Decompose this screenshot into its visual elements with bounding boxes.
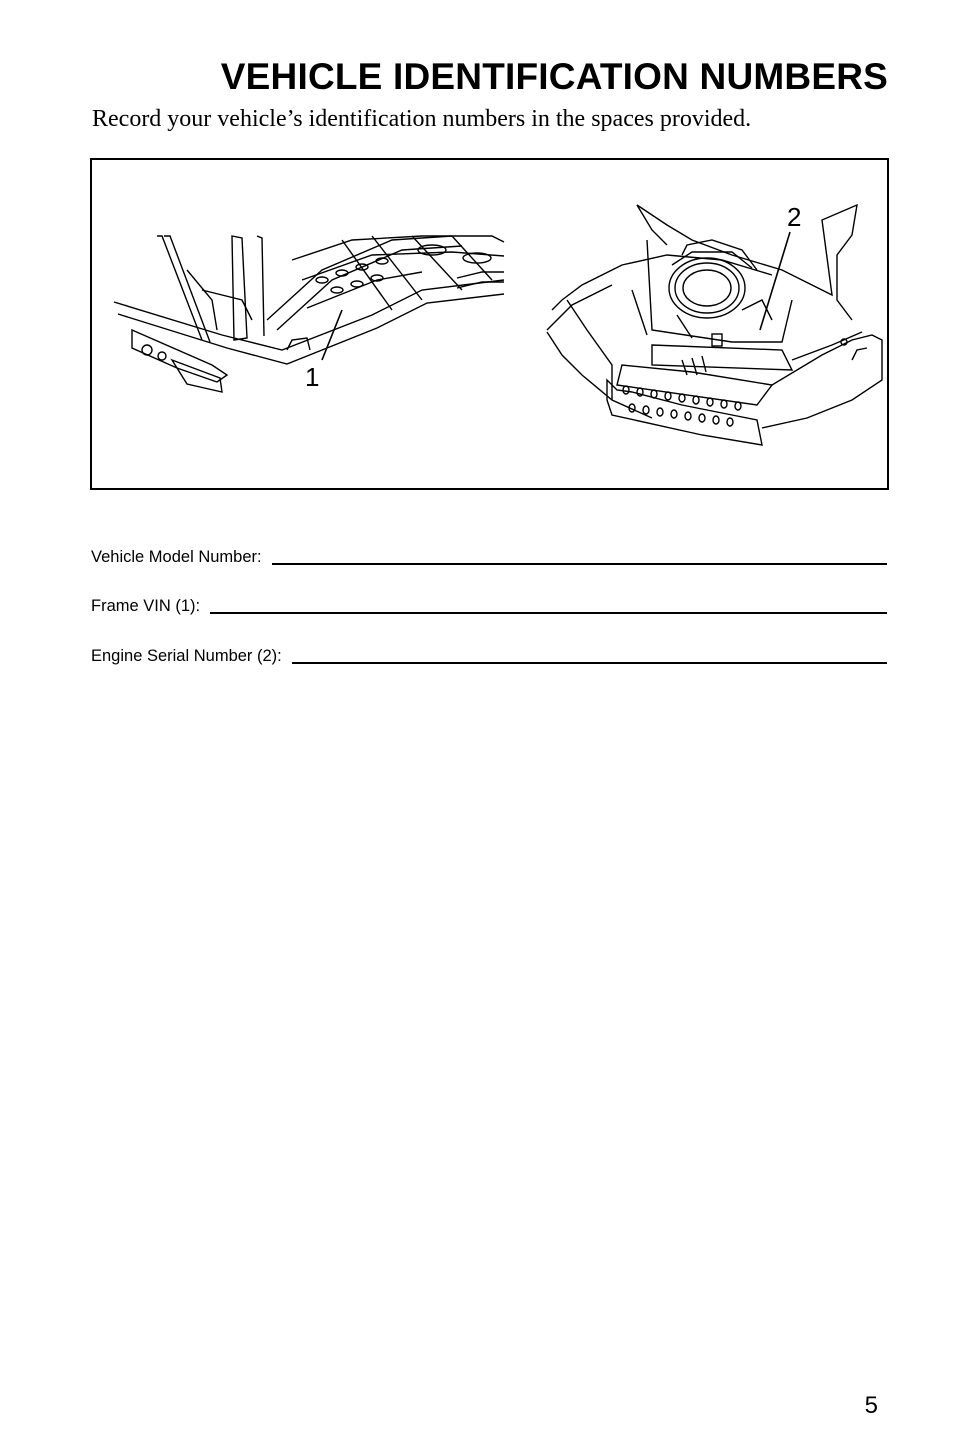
- page-title: VEHICLE IDENTIFICATION NUMBERS: [220, 56, 888, 97]
- vehicle-model-number-line[interactable]: [272, 563, 887, 565]
- callout-2-label: 2: [787, 202, 802, 232]
- page-number: 5: [864, 1392, 878, 1419]
- engine-illustration: [547, 205, 882, 445]
- frame-vin-label: Frame VIN (1):: [91, 596, 201, 615]
- vehicle-model-number-row: [91, 541, 887, 565]
- frame-vin-row: [91, 590, 887, 614]
- engine-serial-number-line[interactable]: [292, 662, 887, 664]
- engine-serial-number-label: Engine Serial Number (2):: [91, 646, 282, 665]
- vehicle-model-number-label: Vehicle Model Number:: [91, 547, 262, 566]
- frame-vin-line[interactable]: [210, 612, 887, 614]
- callout-1-label: 1: [305, 362, 320, 392]
- engine-serial-number-row: [91, 640, 887, 664]
- vin-location-figure: [90, 158, 889, 490]
- intro-text: Record your vehicle’s identification numbers in the spaces provided.: [92, 106, 752, 132]
- frame-and-engine-illustration: [92, 160, 887, 488]
